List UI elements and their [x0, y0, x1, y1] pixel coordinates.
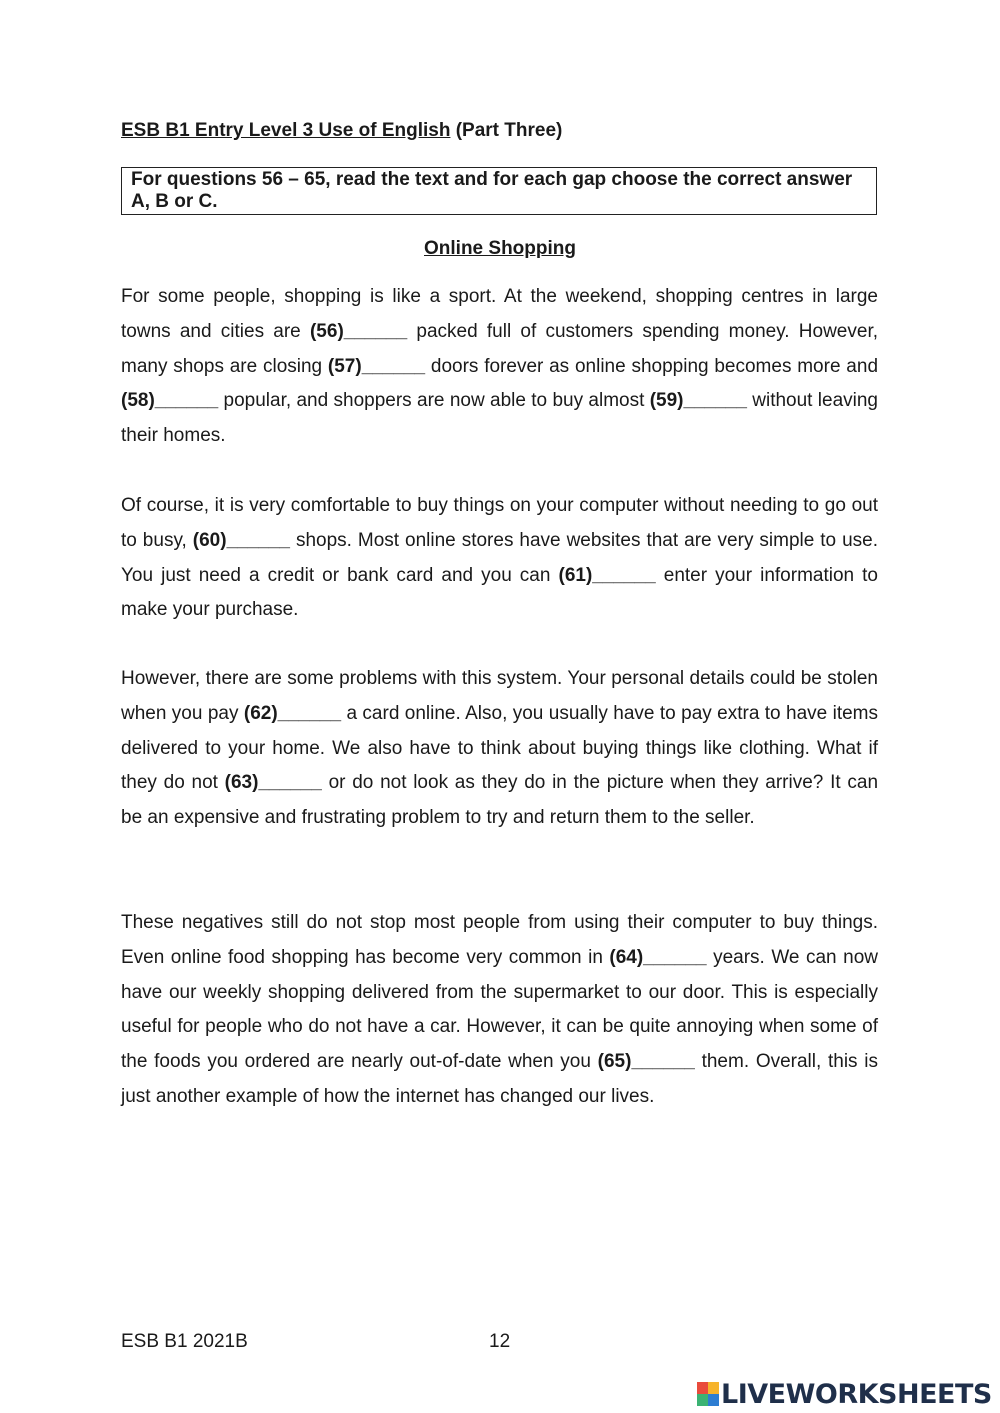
answer-gap[interactable]: (58)______	[121, 390, 219, 412]
footer-exam-code: ESB B1 2021B	[121, 1331, 248, 1352]
paragraph-text: shops. Most online stores have websites that are very simple to use. You just need a credit or bank card and you can	[121, 529, 878, 586]
paragraph-text: a card online. Also, you usually have to pay extra to have items delivered to your home. We also have to think about buying things like clothing. What if they do not	[121, 702, 878, 794]
paragraph-1	[121, 280, 878, 454]
brand-name: LIVEWORKSHEETS	[721, 1378, 992, 1410]
paragraph-4	[121, 906, 878, 1115]
text-title	[0, 238, 1000, 260]
paragraph-text: or do not look as they do in the picture when they arrive? It can be an expensive and frustrating problem to try and return them to the seller.	[121, 772, 879, 829]
section-heading	[121, 120, 562, 142]
paragraph-text: enter your information to make your purchase.	[121, 564, 879, 621]
paragraph-text: These negatives still do not stop most people from using their computer to buy things. Even online food shopping has become very common in	[121, 912, 878, 968]
liveworksheets-brand[interactable]	[697, 1377, 992, 1411]
answer-gap[interactable]: (64)______	[609, 946, 707, 968]
instructions-box: For questions 56 – 65, read the text and for each gap choose the correct answer A, B or C.	[121, 167, 877, 215]
answer-gap[interactable]: (65)______	[597, 1051, 695, 1073]
answer-gap[interactable]: (61)______	[558, 564, 656, 586]
paragraph-text: doors forever as online shopping becomes more and	[425, 355, 879, 377]
answer-gap[interactable]: (56)______	[309, 320, 408, 342]
paragraph-3	[121, 662, 878, 836]
paragraph-text: years. We can now have our weekly shopping delivered from the supermarket to our door. This is especially useful for people who do not have a car. However, it can be quite annoying when some of the foods you ordered are nearly out-of-date when you	[121, 946, 878, 1073]
paragraph-text: However, there are some problems with this system. Your personal details could be stolen when you pay	[121, 668, 878, 724]
answer-gap[interactable]: (57)______	[327, 355, 426, 377]
paragraph-text: For some people, shopping is like a sport. At the weekend, shopping centres in large towns and cities are	[121, 286, 878, 342]
answer-gap[interactable]: (59)______	[649, 390, 747, 412]
answer-gap[interactable]: (60)______	[192, 529, 290, 551]
paragraph-text: packed full of customers spending money. However, many shops are closing	[121, 320, 878, 377]
answer-gap[interactable]: (63)______	[224, 772, 322, 794]
section-heading-part: (Part Three)	[450, 120, 563, 141]
page-number: 12	[489, 1331, 511, 1352]
paragraph-text: Of course, it is very comfortable to buy things on your computer without needing to go out to busy,	[121, 495, 878, 551]
paragraph-text: popular, and shoppers are now able to buy almost	[218, 390, 650, 412]
section-heading-main: ESB B1 Entry Level 3 Use of English	[121, 120, 451, 141]
answer-gap[interactable]: (62)______	[243, 702, 342, 724]
paragraph-2	[121, 489, 878, 628]
paragraph-text: them. Overall, this is just another example of how the internet has changed our lives.	[121, 1051, 879, 1107]
text-title-label: Online Shopping	[424, 238, 576, 259]
liveworksheets-logo-icon	[697, 1382, 719, 1406]
paragraph-text: without leaving their homes.	[121, 390, 879, 447]
